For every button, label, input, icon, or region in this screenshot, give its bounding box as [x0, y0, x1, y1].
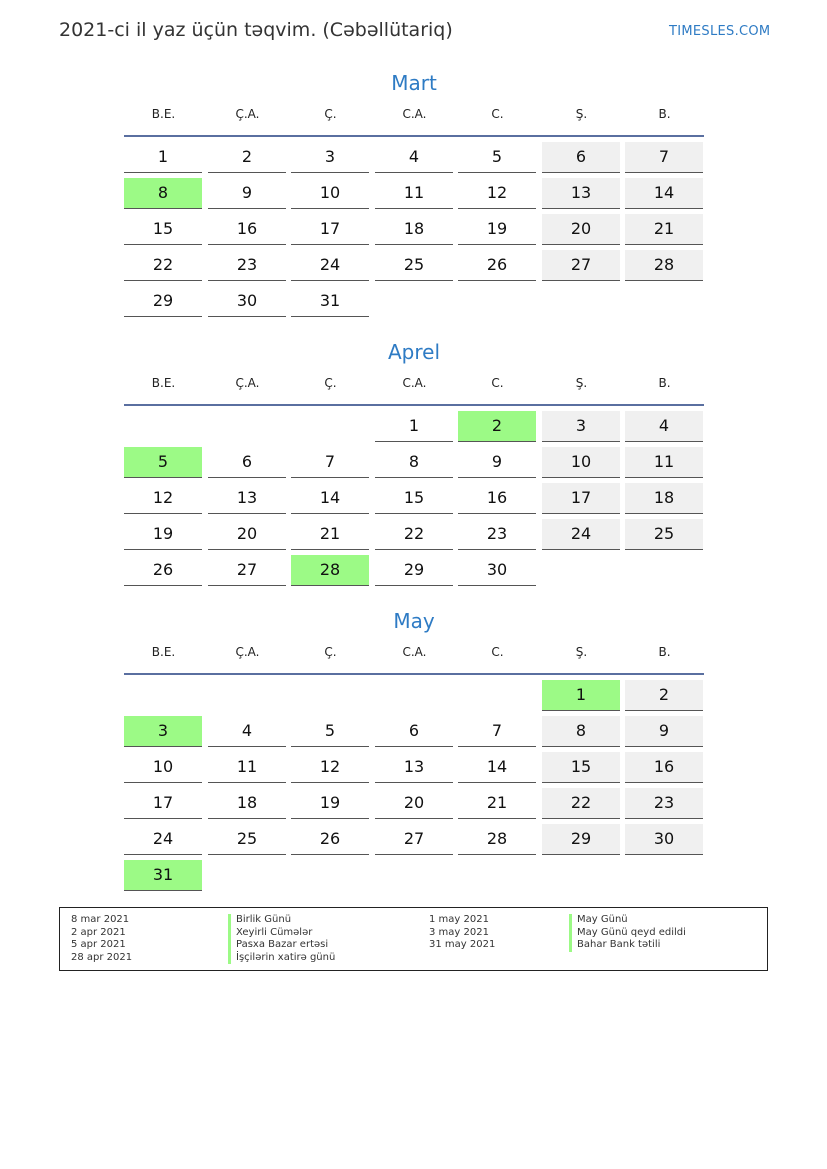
- day-cell: 28: [458, 824, 536, 855]
- legend-names-left: [228, 914, 335, 964]
- day-cell: 17: [124, 788, 202, 819]
- legend-dates-left: [71, 914, 132, 964]
- day-cell: 5: [291, 716, 369, 747]
- day-cell: 26: [458, 250, 536, 281]
- weekday-saturday: Ş.: [575, 645, 588, 659]
- day-cell: 22: [542, 788, 620, 819]
- month-title: May: [393, 609, 435, 633]
- weekday-sunday: B.: [658, 376, 671, 390]
- day-cell: 5: [458, 142, 536, 173]
- day-cell: 6: [542, 142, 620, 173]
- day-cell: 23: [458, 519, 536, 550]
- legend-holiday-name: May Günü: [569, 914, 686, 927]
- day-cell: 26: [124, 555, 202, 586]
- day-cell: 20: [208, 519, 286, 550]
- weekday-tuesday: Ç.A.: [235, 107, 260, 121]
- day-cell: 21: [291, 519, 369, 550]
- day-cell: 2: [625, 680, 703, 711]
- day-cell: 13: [542, 178, 620, 209]
- weekday-friday: C.: [491, 107, 504, 121]
- day-cell: 4: [208, 716, 286, 747]
- day-cell: 18: [208, 788, 286, 819]
- day-cell: 11: [625, 447, 703, 478]
- month-title: Mart: [391, 71, 437, 95]
- day-cell: 19: [124, 519, 202, 550]
- weekday-sunday: B.: [658, 645, 671, 659]
- day-cell: 6: [375, 716, 453, 747]
- legend-date: 8 mar 2021: [71, 914, 130, 925]
- day-cell: 31: [124, 860, 202, 891]
- weekday-tuesday: Ç.A.: [235, 645, 260, 659]
- weekday-friday: C.: [491, 645, 504, 659]
- day-cell: 10: [542, 447, 620, 478]
- day-cell: 26: [291, 824, 369, 855]
- legend-date: 5 apr 2021: [71, 939, 126, 951]
- day-cell: 27: [208, 555, 286, 586]
- day-cell: 6: [208, 447, 286, 478]
- page-title: 2021-ci il yaz üçün təqvim. (Cəbəllütariq): [59, 19, 453, 41]
- day-cell: 1: [542, 680, 620, 711]
- day-cell: 29: [542, 824, 620, 855]
- day-cell: 30: [458, 555, 536, 586]
- weekday-friday: C.: [491, 376, 504, 390]
- day-cell: 20: [375, 788, 453, 819]
- day-cell: 15: [375, 483, 453, 514]
- day-cell: 4: [625, 411, 703, 442]
- day-cell: 15: [542, 752, 620, 783]
- weekday-header: [124, 367, 704, 406]
- day-cell: 25: [375, 250, 453, 281]
- day-cell: 19: [458, 214, 536, 245]
- day-cell: 3: [291, 142, 369, 173]
- legend-holiday-name: May Günü qeyd edildi: [569, 927, 686, 940]
- day-cell: 25: [208, 824, 286, 855]
- day-cell: 12: [124, 483, 202, 514]
- month-may: [124, 606, 704, 884]
- day-cell: 9: [625, 716, 703, 747]
- legend-holiday-name: Xeyirli Cümələr: [228, 927, 335, 940]
- weekday-tuesday: Ç.A.: [235, 376, 260, 390]
- weekday-monday: B.E.: [151, 107, 176, 121]
- day-cell: 19: [291, 788, 369, 819]
- weekday-thursday: C.A.: [402, 376, 427, 390]
- weekday-sunday: B.: [658, 107, 671, 121]
- legend-holiday-name: İşçilərin xatirə günü: [228, 952, 335, 965]
- day-cell: 27: [375, 824, 453, 855]
- day-cell: 9: [208, 178, 286, 209]
- day-cell: 24: [542, 519, 620, 550]
- day-cell: 10: [291, 178, 369, 209]
- legend-holiday-name: Birlik Günü: [228, 914, 335, 927]
- legend-date: 3 may 2021: [429, 926, 489, 938]
- month-march: [124, 68, 704, 310]
- day-cell: 7: [458, 716, 536, 747]
- legend-names-right: [569, 914, 686, 952]
- brand-link[interactable]: TIMESLES.COM: [669, 24, 771, 39]
- day-cell: 7: [625, 142, 703, 173]
- day-cell: 9: [458, 447, 536, 478]
- weekday-thursday: C.A.: [402, 107, 427, 121]
- month-title: Aprel: [387, 340, 441, 364]
- day-cell: 14: [625, 178, 703, 209]
- day-cell: 15: [124, 214, 202, 245]
- weekday-header: [124, 636, 704, 675]
- day-cell: 1: [375, 411, 453, 442]
- day-cell: 28: [291, 555, 369, 586]
- day-cell: 24: [291, 250, 369, 281]
- day-cell: 11: [375, 178, 453, 209]
- weekday-wednesday: Ç.: [324, 376, 337, 390]
- day-cell: 2: [208, 142, 286, 173]
- day-cell: 22: [375, 519, 453, 550]
- day-cell: 14: [291, 483, 369, 514]
- legend-date: 1 may 2021: [429, 914, 489, 925]
- legend-dates-right: [429, 914, 495, 952]
- day-cell: 22: [124, 250, 202, 281]
- day-cell: 4: [375, 142, 453, 173]
- day-cell: 3: [124, 716, 202, 747]
- day-cell: 29: [375, 555, 453, 586]
- day-cell: 13: [375, 752, 453, 783]
- day-cell: 12: [291, 752, 369, 783]
- day-cell: 27: [542, 250, 620, 281]
- day-cell: 24: [124, 824, 202, 855]
- legend-date: 2 apr 2021: [71, 926, 126, 938]
- weekday-saturday: Ş.: [575, 107, 588, 121]
- weekday-monday: B.E.: [151, 376, 176, 390]
- day-cell: 3: [542, 411, 620, 442]
- legend-holiday-name: Pasxa Bazar ertəsi: [228, 939, 335, 952]
- day-cell: 28: [625, 250, 703, 281]
- day-cell: 18: [625, 483, 703, 514]
- month-april: [124, 337, 704, 579]
- day-cell: 1: [124, 142, 202, 173]
- day-cell: 14: [458, 752, 536, 783]
- day-cell: 10: [124, 752, 202, 783]
- weekday-wednesday: Ç.: [324, 107, 337, 121]
- day-cell: 18: [375, 214, 453, 245]
- day-cell: 13: [208, 483, 286, 514]
- day-cell: 8: [124, 178, 202, 209]
- day-cell: 21: [625, 214, 703, 245]
- day-cell: 7: [291, 447, 369, 478]
- day-cell: 21: [458, 788, 536, 819]
- day-cell: 17: [291, 214, 369, 245]
- legend-date: 28 apr 2021: [71, 951, 133, 963]
- holiday-legend: [59, 907, 768, 971]
- day-cell: 8: [375, 447, 453, 478]
- weekday-saturday: Ş.: [575, 376, 588, 390]
- day-cell: 20: [542, 214, 620, 245]
- day-cell: 16: [458, 483, 536, 514]
- weekday-wednesday: Ç.: [324, 645, 337, 659]
- day-cell: 2: [458, 411, 536, 442]
- legend-holiday-name: Bahar Bank tətili: [569, 939, 686, 952]
- day-cell: 23: [208, 250, 286, 281]
- day-cell: 31: [291, 286, 369, 317]
- day-cell: 11: [208, 752, 286, 783]
- day-cell: 8: [542, 716, 620, 747]
- weekday-monday: B.E.: [151, 645, 176, 659]
- day-cell: 12: [458, 178, 536, 209]
- day-cell: 29: [124, 286, 202, 317]
- weekday-header: [124, 98, 704, 137]
- day-cell: 17: [542, 483, 620, 514]
- day-cell: 25: [625, 519, 703, 550]
- day-cell: 30: [208, 286, 286, 317]
- day-cell: 30: [625, 824, 703, 855]
- day-cell: 23: [625, 788, 703, 819]
- day-cell: 16: [625, 752, 703, 783]
- weekday-thursday: C.A.: [402, 645, 427, 659]
- legend-date: 31 may 2021: [429, 939, 496, 951]
- day-cell: 16: [208, 214, 286, 245]
- day-cell: 5: [124, 447, 202, 478]
